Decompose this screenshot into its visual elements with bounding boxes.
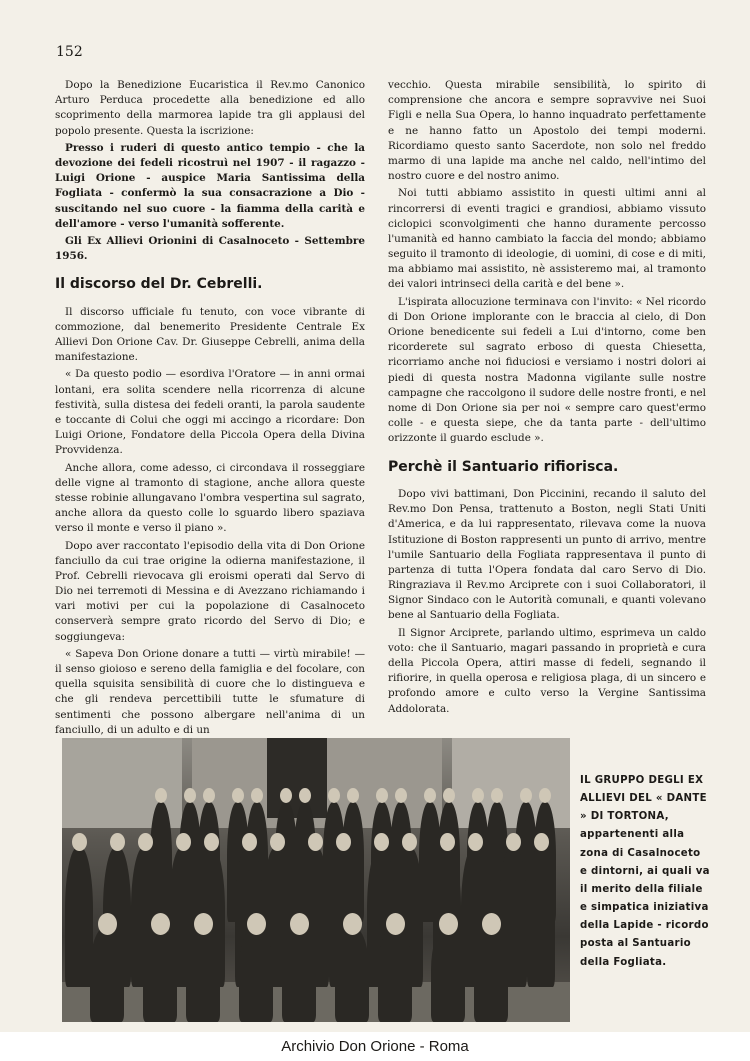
- photo-person-head: [176, 833, 191, 851]
- photo-person-head: [386, 913, 405, 935]
- photo-person-head: [482, 913, 501, 935]
- photo-person-head: [203, 788, 215, 803]
- photo-person-head: [336, 833, 351, 851]
- photo-person-head: [439, 913, 458, 935]
- archive-footer: Archivio Don Orione - Roma: [0, 1032, 750, 1061]
- paragraph: vecchio. Questa mirabile sensibilità, lo spirito di comprensione che ancora e sempre sopravvive nei Suoi Figli e nella Sua Opera, lo hanno inquadrato perfettamente e ne hanno fatto un Apostolo dei tempi moderni. Ricordiamo questo santo Sacerdote, non solo nel freddo marmo di una lapide ma anche nel caldo, nell'intimo del nostro cuore e del nostro animo.: [388, 79, 706, 183]
- photo-person-head: [520, 788, 532, 803]
- paragraph: L'ispirata allocuzione terminava con l'invito: « Nel ricordo di Don Orione implorante con le braccia al cielo, di Don Orione benedicente sui fedeli a Lui d'intorno, come ben ricorderete sul sagrato erboso di questa Chiesetta, ricorriamo anche noi fiduciosi e versiamo i nostri dolori ai piedi di questa nostra Madonna vigilante sulle nostre campagne che raccolgono il sudore delle nostre fronti, e nel nome di Don Orione sia per noi « sempre caro quest'ermo colle - e questa siepe, che da tanta parte - dell'ultimo orizzonte il guardo esclude ».: [388, 295, 706, 445]
- photo-person-head: [232, 788, 244, 803]
- photo-person: [239, 927, 273, 1022]
- photo-person-head: [343, 913, 362, 935]
- photo-person: [474, 927, 508, 1022]
- paragraph: Il Signor Arciprete, parlando ultimo, esprimeva un caldo voto: che il Santuario, magari passando in proprietà e cura della Piccola Opera, attiri masse di fedeli, segnando il rifiorire, in quella operosa e religiosa plaga, di un sincero e profondo amore e culto verso la Vergine Santissima Addolorata.: [388, 626, 706, 715]
- paragraph: Anche allora, come adesso, ci circondava il rosseggiare delle vigne al tramonto di stagione, anche allora queste stesse robinie allungavano l'ombra vespertina sul sagrato, anche allora da questo colle lo sguardo libero spaziava verso il monte e verso il piano ».: [55, 461, 365, 535]
- photo-person-head: [468, 833, 483, 851]
- photo-person: [282, 927, 316, 1022]
- photo-person-head: [98, 913, 117, 935]
- photo-person-head: [155, 788, 167, 803]
- photo-person-head: [247, 913, 266, 935]
- section-heading: Il discorso del Dr. Cebrelli.: [55, 276, 263, 293]
- photo-person-head: [374, 833, 389, 851]
- photo-person-head: [328, 788, 340, 803]
- photo-person-head: [270, 833, 285, 851]
- photo-person-head: [138, 833, 153, 851]
- paragraph: Dopo vivi battimani, Don Piccinini, recando il saluto del Rev.mo Don Pensa, trattenuto a Boston, negli Stati Uniti d'America, e da lui rappresentato, rilevava come la nuova Istituzione di Boston rappresenti un punto di arrivo, mentre l'umile Santuario della Fogliata rappresentava il punto di partenza di tutta l'Opera fondata dal caro Servo di Dio. Ringraziava il Rev.mo Arciprete con i suoi Collaboratori, il Signor Sindaco con le Autorità comunali, e quanti volevano bene al Santuario della Fogliata.: [388, 487, 706, 622]
- section-heading: Perchè il Santuario rifiorisca.: [388, 458, 619, 475]
- photo-person-head: [424, 788, 436, 803]
- photo-person-head: [395, 788, 407, 803]
- photo-person-head: [402, 833, 417, 851]
- paragraph: Dopo aver raccontato l'episodio della vita di Don Orione fanciullo da cui trae origine la odierna manifestazione, il Prof. Cebrelli rievocava gli eroismi operati dal Servo di Dio nei terremoti di Messina e di Avezzano richiamando i vari motivi per cui la popolazione di Casalnoceto conserverà sempre grato ricordo del Servo di Dio; e soggiungeva:: [55, 539, 365, 643]
- paragraph: Presso i ruderi di questo antico tempio - che la devozione dei fedeli ricostruì nel 1907 - il ragazzo - Luigi Orione - auspice Maria Santissima della Fogliata - confermò la sua consacrazione a Dio - suscitando nel suo cuore - la fiamma della carità e dell'amore - verso l'umanità sofferente.: [55, 141, 365, 230]
- photo-person-head: [251, 788, 263, 803]
- photo-person: [378, 927, 412, 1022]
- paragraph: Dopo la Benedizione Eucaristica il Rev.mo Canonico Arturo Perduca procedette alla benedizione ed allo scoprimento della marmorea lapide tra gli applausi del popolo presente. Questa la iscrizione:: [55, 79, 365, 137]
- photo-person: [186, 927, 220, 1022]
- photo-person-head: [534, 833, 549, 851]
- photo-person-head: [440, 833, 455, 851]
- photo-person: [527, 847, 555, 987]
- photo-person-head: [204, 833, 219, 851]
- photo-person-head: [299, 788, 311, 803]
- photo-person-head: [72, 833, 87, 851]
- group-photo: [62, 738, 570, 1022]
- photo-person: [90, 927, 124, 1022]
- paragraph: « Sapeva Don Orione donare a tutti — virtù mirabile! — il senso gioioso e sereno della famiglia e del focolare, con quella squisita sensibilità di cuore che lo distingueva e che gli rendeva percettibili tutte le sfumature di sentimenti che possono albergare nell'anima di un fanciullo, di un adulto e di un: [55, 647, 365, 736]
- page-number: 152: [56, 44, 83, 60]
- photo-person-head: [376, 788, 388, 803]
- photo-person-head: [290, 913, 309, 935]
- photo-person: [143, 927, 177, 1022]
- photo-person-head: [443, 788, 455, 803]
- photo-person-head: [184, 788, 196, 803]
- photo-person-head: [347, 788, 359, 803]
- paragraph: « Da questo podio — esordiva l'Oratore — in anni ormai lontani, era solita scendere nella ricorrenza di alcune festività, sulla distesa dei fedeli oranti, la parola saudente e toccante di Colui che oggi mi accingo a ricordare: Don Luigi Orione, Fondatore della Piccola Opera della Divina Provvidenza.: [55, 368, 365, 457]
- photo-person-head: [472, 788, 484, 803]
- right-column: [388, 78, 706, 719]
- photo-person-head: [506, 833, 521, 851]
- photo-person-head: [194, 913, 213, 935]
- paragraph: Il discorso ufficiale fu tenuto, con voce vibrante di commozione, dal benemerito Presidente Centrale Ex Allievi Don Orione Cav. Dr. Giuseppe Cebrelli, anima della manifestazione.: [55, 305, 365, 364]
- photo-person-head: [110, 833, 125, 851]
- photo-person-head: [491, 788, 503, 803]
- photo-person-head: [151, 913, 170, 935]
- paragraph: Noi tutti abbiamo assistito in questi ultimi anni al rincorrersi di eventi tragici e grandiosi, abbiamo vissuto ciclopici sconvolgimenti che hanno duramente percosso l'umanità ed hanno cambiato la faccia del mondo; abbiamo seguito il tramonto di ideologie, di uomini, di cose e di miti, ma abbiamo mai assistito, nè assisteremo mai, al tramonto dei valori intrinseci della carità e del bene ».: [388, 187, 706, 291]
- photo-person: [65, 847, 93, 987]
- photo-person: [335, 927, 369, 1022]
- photo-doorway: [267, 738, 327, 818]
- photo-person-head: [539, 788, 551, 803]
- left-column: [55, 78, 365, 740]
- photo-person: [431, 927, 465, 1022]
- photo-person-head: [242, 833, 257, 851]
- photo-caption: IL GRUPPO DEGLI EX ALLIEVI DEL « DANTE » DI TORTONA, appartenenti alla zona di Casalnoceto e dintorni, ai quali va il merito della filiale e simpatica iniziativa della Lapide - ricordo posta al Santuario della Fogliata.: [580, 775, 710, 968]
- photo-person-head: [280, 788, 292, 803]
- photo-person-head: [308, 833, 323, 851]
- paragraph: Gli Ex Allievi Orionini di Casalnoceto - Settembre 1956.: [55, 234, 365, 263]
